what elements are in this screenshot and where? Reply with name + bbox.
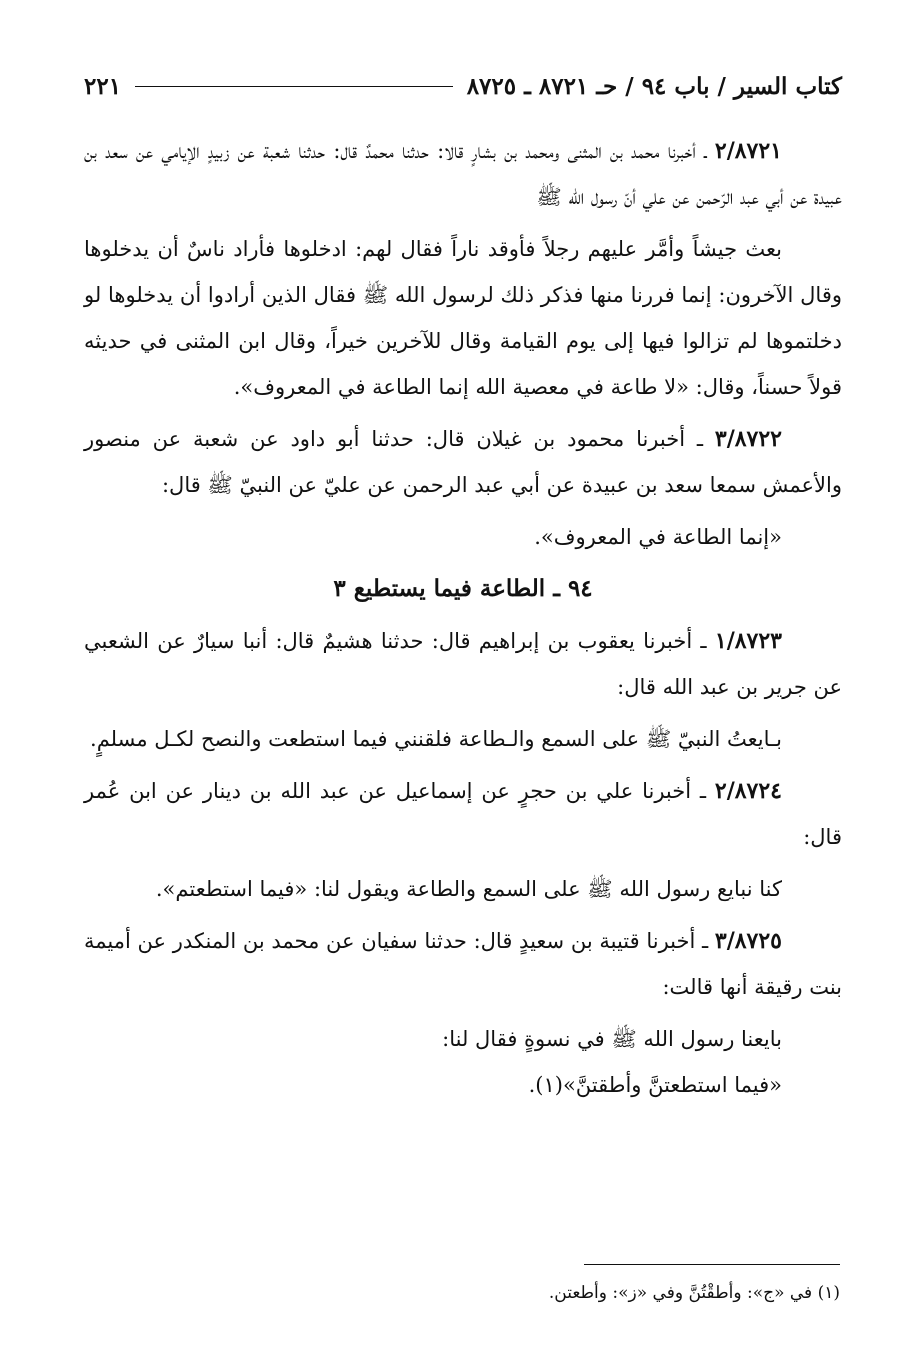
running-header (84, 66, 842, 106)
hadith-8724-matn: كنا نبايع رسول الله ﷺ على السمع والطاعة ويقول لنا: «فيما استطعتم». (155, 877, 782, 901)
isnad-text: ـ أخبرنا يعقوب بن إبراهيم قال: حدثنا هشيمٌ قال: أنبا سيارٌ عن الشعبي عن جرير بن عبد الله قال: (84, 629, 842, 699)
chapter-heading: ٩٤ ـ الطاعة فيما يستطيع ٣ (333, 575, 593, 602)
hadith-8723-isnad (84, 618, 842, 710)
page-body (84, 128, 842, 1108)
hadith-number: ٣/٨٧٢٢ (714, 426, 782, 452)
hadith-8725-matn-line-2: «فيما استطعتنَّ وأطقتنَّ»(١). (528, 1073, 782, 1097)
header-title: كتاب السير / باب ٩٤ / حـ ٨٧٢١ ـ ٨٧٢٥ (466, 72, 842, 100)
footnote: (١) في «ج»: وأطقْتُنَّ وفي «ز»: وأطعتن. (548, 1283, 840, 1303)
isnad-text: ـ أخبرنا قتيبة بن سعيدٍ قال: حدثنا سفيان عن محمد بن المنكدر عن أميمة بنت رقيقة أنها قالت: (84, 929, 842, 999)
hadith-8721-matn: بعث جيشاً وأمَّر عليهم رجلاً فأوقد ناراً فقال لهم: ادخلوها فأراد ناسٌ أن يدخلوها وقال الآخرون: إنما فررنا منها فذكر ذلك لرسول الله ﷺ فقال الذين أرادوا أن يدخلوها لو دخلتموها لم تزالوا فيها إلى يوم القيامة وقال للآخرين خيراً، وقال ابن المثنى في حديثه قولاً حسناً، وقال: «لا طاعة في معصية الله إنما الطاعة في المعروف». (84, 237, 842, 399)
hadith-8722-isnad (84, 416, 842, 508)
isnad-text: ـ أخبرنا علي بن حجرٍ عن إسماعيل عن عبد الله بن دينار عن ابن عُمر قال: (84, 779, 842, 849)
hadith-number: ٢/٨٧٢١ (714, 138, 782, 164)
header-rule (135, 86, 453, 87)
hadith-8725-isnad (84, 918, 842, 1010)
hadith-8723-matn: بـايعتُ النبيّ ﷺ على السمع والـطاعة فلقنني فيما استطعت والنصح لكـل مسلمٍ. (90, 727, 782, 751)
page-number: ٢٢١ (84, 72, 122, 100)
isnad-text: ـ أخبرنا محمود بن غيلان قال: حدثنا أبو داود عن شعبة عن منصور والأعمش سمعا سعد بن عبيدة عن أبي عبد الرحمن عن عليّ عن النبيّ ﷺ قال: (84, 427, 842, 497)
hadith-number: ١/٨٧٢٣ (714, 628, 782, 654)
hadith-8721-isnad (84, 128, 842, 220)
isnad-text: ـ أخبرنا محمد بن المثنى ومحمد بن بشارٍ قالا: حدثنا محمدٌ قال: حدثنا شعبة عن زبيدٍ الإيامي عن سعد بن عبيدة عن أبي عبد الرّحمن عن علي أنّ رسول الله ﷺ (84, 139, 842, 209)
hadith-8722-matn: «إنما الطاعة في المعروف». (534, 525, 782, 549)
hadith-number: ٣/٨٧٢٥ (714, 928, 782, 954)
footnote-separator (584, 1264, 840, 1265)
hadith-number: ٢/٨٧٢٤ (714, 778, 782, 804)
hadith-8724-isnad (84, 768, 842, 860)
hadith-8725-matn-line-1: بايعنا رسول الله ﷺ في نسوةٍ فقال لنا: (442, 1027, 782, 1051)
